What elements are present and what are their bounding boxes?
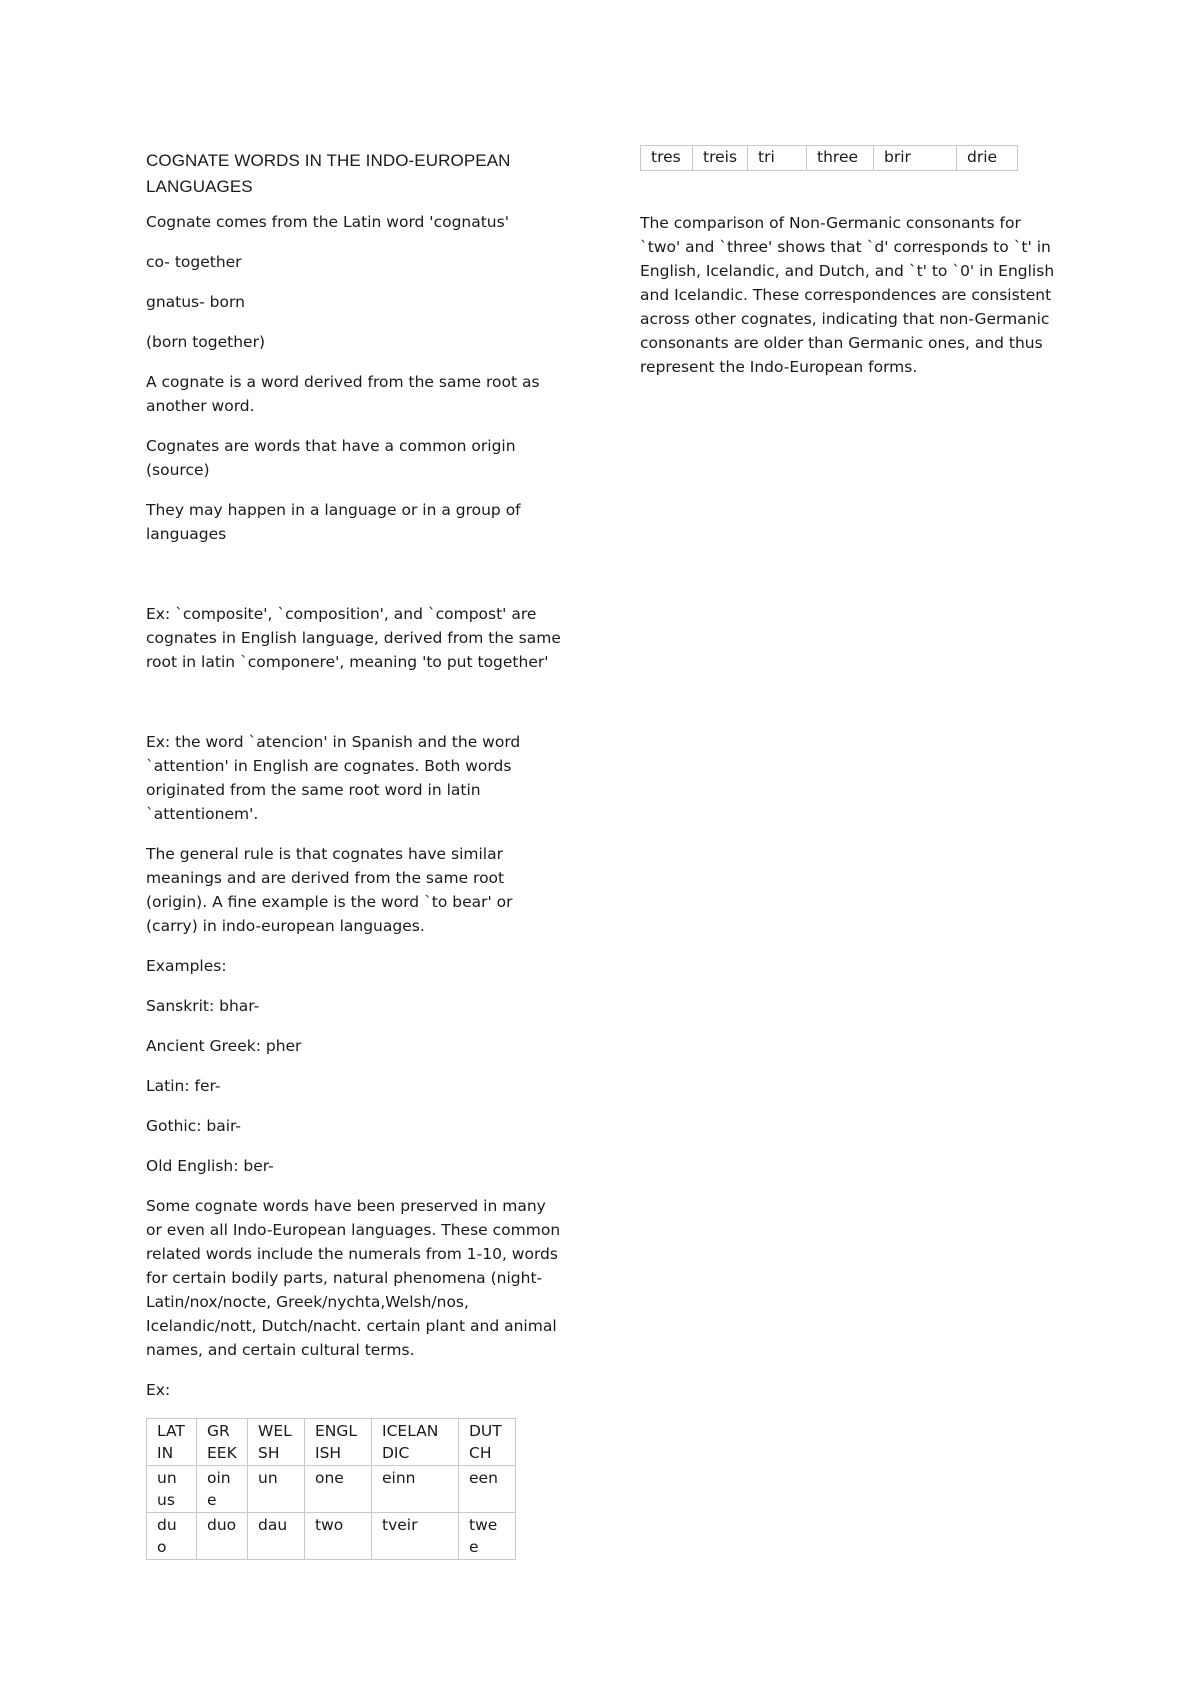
document-title: COGNATE WORDS IN THE INDO-EUROPEAN LANGUAGES [146, 151, 511, 196]
table-cell: een [459, 1466, 516, 1513]
table-row [641, 146, 1018, 171]
example-paragraph: Ex: the word `atencion' in Spanish and the word `attention' in English are cognates. Both words originated from the same root word in latin `attentionem'. [146, 733, 521, 823]
left-column [146, 148, 566, 1560]
right-column [640, 145, 1060, 395]
paragraph: co- together [146, 253, 242, 271]
paragraph: The general rule is that cognates have similar meanings and are derived from the same root (origin). A fine example is the word `to bear' or (carry) in indo-european languages. [146, 845, 513, 935]
paragraph: Cognate comes from the Latin word 'cognatus' [146, 213, 509, 231]
paragraph: Ex: [146, 1381, 171, 1399]
body-paragraphs [146, 842, 566, 1402]
paragraph: They may happen in a language or in a group of languages [146, 501, 521, 543]
table-cell: unus [147, 1466, 197, 1513]
paragraph: Latin: fer- [146, 1077, 221, 1095]
table-cell: brir [874, 146, 957, 171]
spacer [146, 562, 566, 602]
paragraph: Ancient Greek: pher [146, 1037, 302, 1055]
table-cell: oine [197, 1466, 248, 1513]
paragraph: Old English: ber- [146, 1157, 274, 1175]
table-cell: tveir [372, 1513, 459, 1560]
paragraph: (born together) [146, 333, 266, 351]
table-cell: treis [693, 146, 748, 171]
paragraph: Some cognate words have been preserved in many or even all Indo-European languages. These common related words include the numerals from 1-10, words for certain bodily parts, natural phenomena (night- Latin/nox/nocte, Greek/nychta,Welsh/nos, Icelandic/nott, Dutch/nacht. certain plant and animal names, and certain cultural terms. [146, 1197, 561, 1359]
paragraph: Cognates are words that have a common origin (source) [146, 437, 516, 479]
intro-paragraphs [146, 210, 566, 546]
paragraph: Gothic: bair- [146, 1117, 241, 1135]
table-row [147, 1513, 516, 1560]
table-cell: un [248, 1466, 305, 1513]
cognate-table [146, 1418, 516, 1560]
paragraph: Sanskrit: bhar- [146, 997, 260, 1015]
table-row [147, 1419, 516, 1466]
spacer [146, 690, 566, 730]
table-cell: WELSH [248, 1419, 305, 1466]
table-cell: einn [372, 1466, 459, 1513]
table-cell: duo [147, 1513, 197, 1560]
table-cell: GREEK [197, 1419, 248, 1466]
continued-table [640, 145, 1018, 171]
table-cell: one [305, 1466, 372, 1513]
table-cell: DUTCH [459, 1419, 516, 1466]
table-cell: duo [197, 1513, 248, 1560]
table-cell: LATIN [147, 1419, 197, 1466]
table-cell: ICELANDIC [372, 1419, 459, 1466]
table-cell: twee [459, 1513, 516, 1560]
table-cell: ENGLISH [305, 1419, 372, 1466]
table-cell: dau [248, 1513, 305, 1560]
table-cell: two [305, 1513, 372, 1560]
paragraph: Examples: [146, 957, 227, 975]
comparison-paragraph: The comparison of Non-Germanic consonants for `two' and `three' shows that `d' corresponds to `t' in English, Icelandic, and Dutch, and `t' to `0' in English and Icelandic. These correspondences are consistent across other cognates, indicating that non-Germanic consonants are older than Germanic ones, and thus represent the Indo-European forms. [640, 214, 1055, 376]
paragraph: gnatus- born [146, 293, 245, 311]
table-cell: tri [748, 146, 807, 171]
paragraph: A cognate is a word derived from the same root as another word. [146, 373, 540, 415]
table-cell: drie [957, 146, 1018, 171]
table-row [147, 1466, 516, 1513]
table-cell: three [807, 146, 874, 171]
example-paragraph: Ex: `composite', `composition', and `compost' are cognates in English language, derived from the same root in latin `componere', meaning 'to put together' [146, 605, 561, 671]
table-cell: tres [641, 146, 693, 171]
